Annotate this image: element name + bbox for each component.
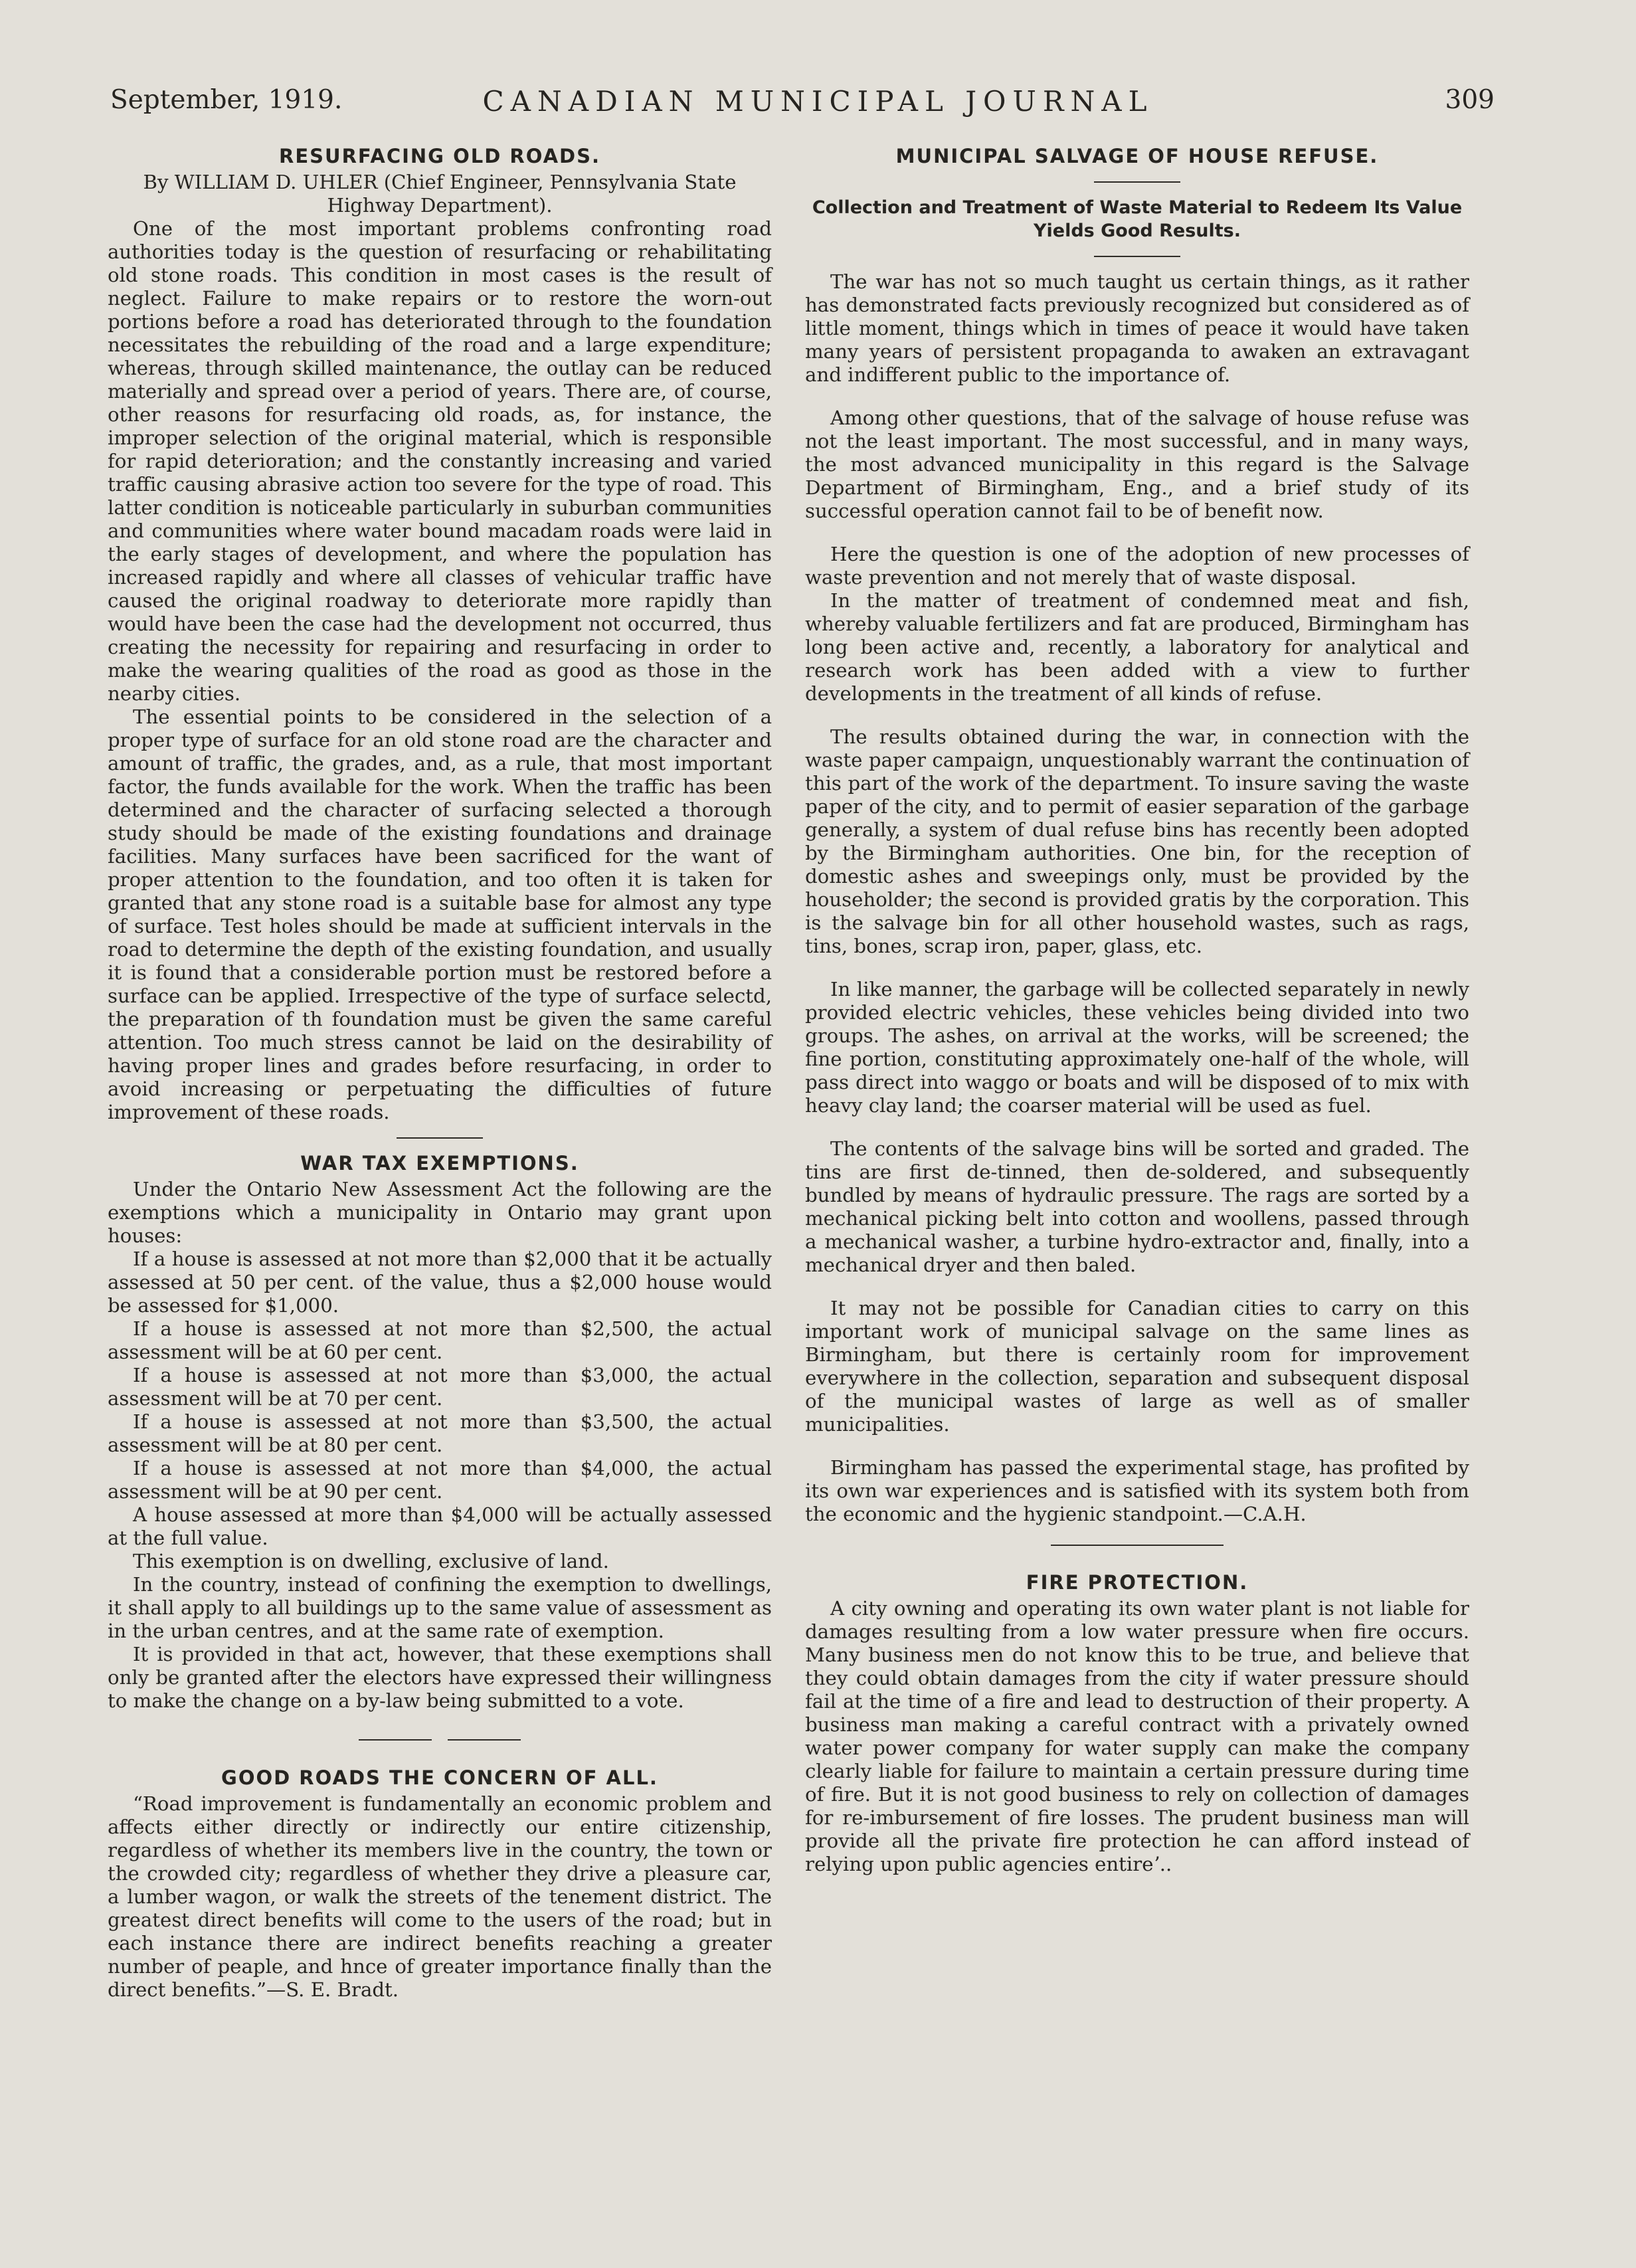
article-paragraph: Under the Ontario New Assessment Act the following are the exemptions which a municipality in Ontario may grant upon houses: [108,1178,772,1247]
article-paragraph: In the country, instead of confining the exemption to dwellings, it shall apply to all buildings up to the same value of assessment as in the urban centres, and at the same rate of exemption. [108,1573,772,1642]
article-title: FIRE PROTECTION. [1026,1571,1249,1594]
article-paragraph: Birmingham has passed the experimental stage, has profited by its own war experiences and is satisfied with its system both from the economic and the hygienic standpoint.—C.A.H. [805,1456,1469,1525]
article-title: RESURFACING OLD ROADS. [279,145,600,167]
article-paragraph: If a house is assessed at not more than $3,000, the actual assessment will be at 70 per cent. [108,1364,772,1410]
article-paragraph: In like manner, the garbage will be collected separately in newly provided electric vehicles, these vehicles being divided into two groups. The ashes, on arrival at the works, will be screened; the fine portion, constituting approximately one-half of the whole, will pass direct into waggo or boats and will be disposed of to mix with heavy clay land; the coarser material will be used as fuel. [805,978,1469,1117]
section-divider [108,1727,772,1750]
article-paragraph: The contents of the salvage bins will be sorted and graded. The tins are first de-tinned, then de-soldered, and subsequently bundled by means of hydraulic pressure. The rags are sorted by a mechanical picking belt into cotton and woollens, passed through a mechanical washer, a turbine hydro-extractor and, finally, into a mechanical dryer and then baled. [805,1137,1469,1276]
article-paragraph: The war has not so much taught us certain things, as it rather has demonstrated facts previously recognized but considered as of little moment, things which in times of peace it would have taken many years of persistent propaganda to awaken an extravagant and indifferent public to the importance of. [805,270,1469,386]
article-paragraph: It is provided in that act, however, that these exemptions shall only be granted after the electors have expressed their willingness to make the change on a by-law being submitted to a vote. [108,1643,772,1712]
page-number: 309 [1445,85,1495,115]
article-war-tax-exemptions [108,1152,772,1713]
article-paragraph: One of the most important problems confronting road authorities today is the question of resurfacing or rehabilitating old stone roads. This condition in most cases is the result of neglect. Failure to make repairs or to restore the worn-out portions before a road has deteriorated through to the foundation necessitates the rebuilding of the road and a large expenditure; whereas, through skilled maintenance, the outlay can be reduced materially and spread over a period of years. There are, of course, other reasons for resurfacing old roads, as, for instance, the improper selection of the original material, which is responsible for rapid deterioration; and the constantly increasing and varied traffic causing abrasive action too severe for the type of road. This latter condition is noticeable particularly in suburban communities and communities where water bound macadam roads were laid in the early stages of development, and where the population has increased rapidly and where all classes of vehicular traffic have caused the original roadway to deteriorate more rapidly than would have been the case had the development not occurred, thus creating the necessity for repairing and resurfacing in order to make the wearing qualities of the road as good as those in the nearby cities. [108,217,772,705]
article-paragraph: If a house is assessed at not more than $3,500, the actual assessment will be at 80 per cent. [108,1410,772,1456]
article-paragraph: A city owning and operating its own water plant is not liable for damages resulting from a low water pressure when fire occurs. Many business men do not know this to be true, and believe that they could obtain damages from the city if water pressure should fail at the time of a fire and lead to destruction of their property. A business man making a careful contract with a privately owned water power company for water supply can make the company clearly liable for failure to maintain a certain pressure during time of fire. But it is not good business to rely on collection of damages for re-imbursement of fire losses. The prudent business man will provide all the private fire protection he can afford instead of relying upon public agencies entireʼ.. [805,1597,1469,1875]
article-paragraph: “Road improvement is fundamentally an economic problem and affects either directly or indirectly our entire citizenship, regardless of whether its members live in the country, the town or the crowded city; regardless of whether they drive a pleasure car, a lumber wagon, or walk the streets of the tenement district. The greatest direct benefits will come to the users of the road; but in each instance there are indirect benefits reaching a greater number of peaple, and hnce of greater importance finally than the direct benefits.”—S. E. Bradt. [108,1792,772,2001]
section-divider [1051,1545,1224,1546]
article-paragraph: Here the question is one of the adoption of new processes of waste prevention and not merely that of waste disposal. [805,543,1469,589]
article-good-roads [108,1766,772,2002]
article-subtitle: Collection and Treatment of Waste Material to Redeem Its Value Yields Good Results. [812,197,1463,241]
article-title: WAR TAX EXEMPTIONS. [300,1152,579,1175]
article-paragraph: In the matter of treatment of condemned meat and fish, whereby valuable fertilizers and fat are produced, Birmingham has long been active and, recently, a laboratory for analytical and research work has been added with a view to further developments in the treatment of all kinds of refuse. [805,589,1469,705]
issue-date: September, 1919. [110,85,343,115]
article-paragraph: This exemption is on dwelling, exclusive of land. [133,1550,609,1572]
journal-title: CANADIAN MUNICIPAL JOURNAL [482,85,1154,118]
right-column [805,145,1469,1876]
article-resurfacing-old-roads [108,145,772,1124]
article-municipal-salvage [805,145,1469,1526]
article-title: GOOD ROADS THE CONCERN OF ALL. [221,1766,658,1789]
article-byline: By WILLIAM D. UHLER (Chief Engineer, Pennsylvania State Highway Department). [143,171,737,217]
article-paragraph: Among other questions, that of the salvage of house refuse was not the least important. The most successful, and in many ways, the most advanced municipality in this regard is the Salvage Department of Birmingham, Eng., and a brief study of its successful operation cannot fail to be of benefit now. [805,407,1469,522]
article-paragraph: If a house is assessed at not more than $4,000, the actual assessment will be at 90 per cent. [108,1457,772,1503]
article-paragraph: It may not be possible for Canadian cities to carry on this important work of municipal salvage on the same lines as Birmingham, but there is certainly room for improvement everywhere in the collection, separation and subsequent disposal of the municipal wastes of large as well as of smaller municipalities. [805,1297,1469,1436]
subtitle-rule [1094,256,1180,257]
article-paragraph: A house assessed at more than $4,000 will be actually assessed at the full value. [108,1503,772,1549]
article-paragraph: The essential points to be considered in the selection of a proper type of surface for an old stone road are the character and amount of traffic, the grades, and, as a rule, that most important factor, the funds available for the work. When the traffic has been determined and the character of surfacing selected a thorough study should be made of the existing foundations and drainage facilities. Many surfaces have been sacrificed for the want of proper attention to the foundation, and too often it is taken for granted that any stone road is a suitable base for almost any type of surface. Test holes should be made at sufficient intervals in the road to determine the depth of the existing foundation, and usually it is found that a considerable portion must be restored before a surface can be applied. Irrespective of the type of surface selectd, the preparation of th foundation must be given the same careful attention. Too much stress cannot be laid on the desirability of having proper lines and grades before resurfacing, in order to avoid increasing or perpetuating the difficulties of future improvement of these roads. [108,706,772,1123]
article-title: MUNICIPAL SALVAGE OF HOUSE REFUSE. [895,145,1379,167]
article-paragraph: The results obtained during the war, in connection with the waste paper campaign, unquestionably warrant the continuation of this part of the work of the department. To insure saving the waste paper of the city, and to permit of easier separation of the garbage generally, a system of dual refuse bins has recently been adopted by the Birmingham authorities. One bin, for the reception of domestic ashes and sweepings only, must be provided by the householder; the second is provided gratis by the corporation. This is the salvage bin for all other household wastes, such as rags, tins, bones, scrap iron, paper, glass, etc. [805,725,1469,957]
section-divider [397,1137,483,1139]
article-paragraph: If a house is assessed at not more than $2,000 that it be actually assessed at 50 per cent. of the value, thus a $2,000 house would be assessed for $1,000. [108,1248,772,1317]
article-fire-protection [805,1571,1469,1876]
article-paragraph: If a house is assessed at not more than $2,500, the actual assessment will be at 60 per cent. [108,1317,772,1363]
left-column [108,145,772,2002]
running-head [0,85,1636,122]
title-rule [1094,181,1180,183]
